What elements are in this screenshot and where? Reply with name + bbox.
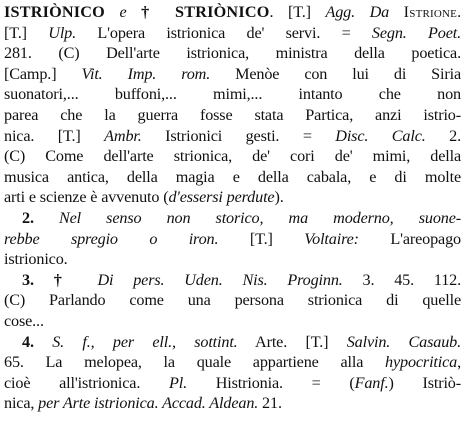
example-text: 65. La melopea, la quale appartiene alla	[4, 353, 386, 372]
entry-line-6	[4, 105, 461, 126]
citation-author: Salvin. Casaub.	[346, 332, 461, 351]
sense-definition: S. f., per ell., sottint.	[52, 332, 238, 351]
example-text: istrionico.	[4, 250, 68, 269]
example-text: nica,	[4, 394, 39, 413]
citation-author: Segn. Poet.	[371, 23, 461, 42]
example-text: Arte. [T.]	[237, 332, 347, 351]
entry-line-19	[4, 373, 461, 394]
punctuation: .	[457, 3, 461, 21]
sense-number: 2.	[22, 208, 59, 227]
example-text: arti e scienze è avvenuto (	[4, 188, 169, 207]
entry-line-3	[4, 43, 461, 64]
example-text: 281. (C) Dell'arte istrionica, ministra della poetica.	[4, 44, 461, 63]
example-text: ) Istriò-	[388, 373, 461, 392]
italic-gloss: d'essersi perdute	[168, 188, 275, 207]
sense-number: 4.	[22, 332, 53, 351]
cross-reference: Istrione	[403, 3, 458, 21]
entry-line-18	[4, 352, 461, 373]
example-text: cioè all'istrionica.	[4, 373, 169, 392]
citation-author: per Arte istrionica. Accad. Aldean.	[38, 394, 259, 413]
citation-number: 3. 45. 112.	[342, 270, 461, 289]
example-text: Istrionici gesti. =	[141, 126, 336, 145]
citation-author: Vit. Imp. rom.	[81, 64, 211, 83]
punctuation: ,	[457, 353, 461, 372]
entry-line-14	[4, 270, 461, 291]
source-tag: [T.]	[4, 23, 49, 42]
example-text: Menòe con lui di Siria	[210, 64, 461, 83]
example-text: L'opera istrionica de' servi. =	[76, 23, 372, 42]
entry-line-17	[4, 332, 461, 353]
example-text: Histrionia. = (	[186, 373, 355, 392]
entry-line-2	[4, 23, 461, 44]
grammar-label: Pl.	[169, 373, 187, 392]
entry-line-4	[4, 64, 461, 85]
entry-line-12	[4, 229, 461, 250]
entry-line-13	[4, 249, 461, 270]
sense-definition: rebbe spregio o iron.	[4, 229, 219, 248]
citation-number: 2.	[425, 126, 461, 145]
example-text: (C) Parlando come una persona strionica di quelle	[4, 291, 461, 310]
citation-author: Fanf.	[354, 373, 389, 392]
source-tag: [Camp.]	[4, 64, 82, 83]
entry-line-8	[4, 146, 461, 167]
example-text: (C) Come dell'arte strionica, de' cori de' mimi, della	[4, 147, 461, 166]
citation-author: Voltaire:	[304, 229, 359, 248]
entry-line-1	[4, 2, 461, 23]
punctuation: ).	[274, 188, 284, 207]
italic-gloss: hypocritica	[385, 353, 458, 372]
entry-line-10	[4, 187, 461, 208]
headword-conjunction: e	[104, 3, 142, 21]
entry-line-20	[4, 393, 461, 414]
citation-author: Disc. Calc.	[335, 126, 426, 145]
entry-line-9	[4, 167, 461, 188]
entry-line-5	[4, 84, 461, 105]
example-text: nica. [T.]	[4, 126, 105, 145]
example-text: cose...	[4, 311, 44, 330]
headword: ISTRIÒNICO	[4, 3, 105, 21]
entry-line-15	[4, 290, 461, 311]
variant-headword: † STRIÒNICO	[141, 3, 270, 21]
citation-author: Ambr.	[104, 126, 142, 145]
example-text: suonatori,... buffoni,... mimi,... intanto che non	[4, 85, 461, 104]
citation-number: 21.	[258, 394, 282, 413]
citation-author: Ulp.	[48, 23, 77, 42]
sense-definition: Nel senso non storico, ma moderno, suone-	[59, 208, 461, 227]
source-tag: [T.]	[218, 229, 305, 248]
sense-number: 3. †	[22, 270, 98, 289]
grammar-label: Agg. Da	[325, 3, 404, 21]
example-text: L'areopago	[358, 229, 461, 248]
entry-line-11	[4, 208, 461, 229]
entry-line-7	[4, 126, 461, 147]
example-text: musica antica, della magia e della cabala, e di molte	[4, 167, 461, 186]
example-text: parea che la guerra fosse stata Partica, anzi istrio-	[4, 105, 461, 124]
sense-definition: Di pers. Uden. Nis. Proginn.	[97, 270, 343, 289]
source-tag: . [T.]	[269, 3, 326, 21]
entry-line-16	[4, 311, 461, 332]
